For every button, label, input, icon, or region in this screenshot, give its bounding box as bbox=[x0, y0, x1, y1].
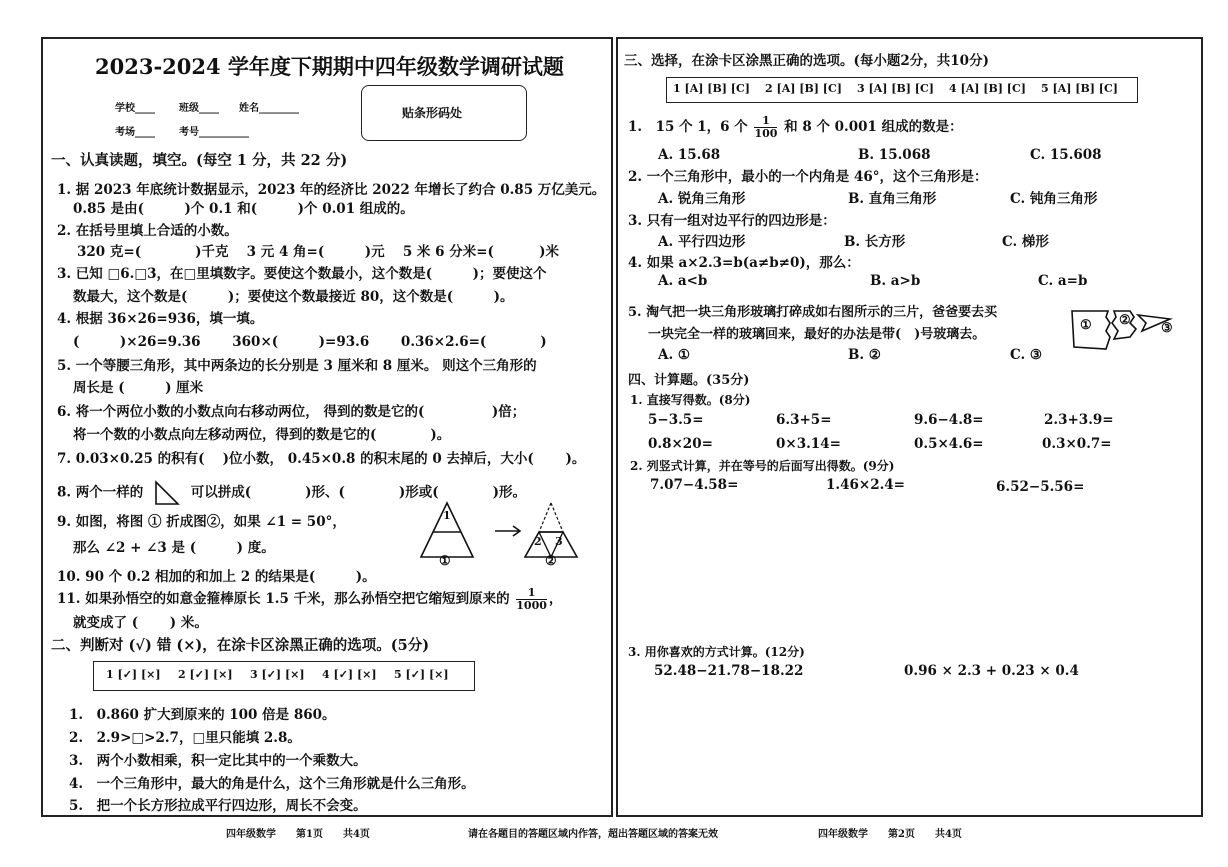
barcode-label: 贴条形码处 bbox=[402, 106, 463, 120]
q3-line2: 数最大，这个数是( )；要使这个数最接近 80，这个数是( )。 bbox=[73, 289, 514, 305]
q5-line2: 周长是 ( ) 厘米 bbox=[73, 380, 204, 396]
choice-card-1[interactable]: 1 [A] [B] [C] bbox=[673, 82, 750, 95]
calc-part-2-heading: 2. 列竖式计算，并在等号的后面写出得数。(9分) bbox=[630, 459, 895, 473]
choice-q5-option-c: C. ③ bbox=[1010, 347, 1043, 363]
q2-line2: 320 克=( )千克 3 元 4 角=( )元 5 米 6 分米=( )米 bbox=[77, 244, 560, 260]
q2-line1: 2. 在括号里填上合适的小数。 bbox=[57, 223, 238, 239]
choice-q1-suffix: 和 8 个 0.001 组成的数是： bbox=[784, 119, 963, 135]
q9-line2: 那么 ∠2 + ∠3 是 ( ) 度。 bbox=[73, 540, 275, 556]
footer-right: 四年级数学 第2页 共4页 bbox=[818, 829, 962, 840]
q10: 10. 90 个 0.2 相加的和加上 2 的结果是( )。 bbox=[57, 569, 376, 585]
right-triangle-icon bbox=[152, 480, 182, 506]
vertical-calc-1: 7.07−4.58= bbox=[650, 477, 739, 493]
judge-card-2[interactable]: 2 [✓] [×] bbox=[178, 668, 233, 681]
choice-q5-line2: 一块完全一样的玻璃回来，最好的办法是带( )号玻璃去。 bbox=[648, 327, 986, 342]
choice-q1-option-a: A. 15.68 bbox=[658, 147, 721, 163]
easy-calc-2: 0.96 × 2.3 + 0.23 × 0.4 bbox=[904, 663, 1079, 679]
choice-q1-prefix: 1. 15 个 1，6 个 bbox=[628, 119, 748, 135]
q8-suffix: 可以拼成( )形、( )形或( )形。 bbox=[190, 484, 527, 501]
vertical-calc-2: 1.46×2.4= bbox=[826, 477, 905, 493]
choice-q2-option-b: B. 直角三角形 bbox=[848, 191, 937, 207]
q11-denominator: 1000 bbox=[516, 599, 547, 612]
glass-piece-2: ② bbox=[1119, 313, 1131, 328]
choice-q3-option-a: A. 平行四边形 bbox=[658, 234, 746, 250]
judge-item-4: 4. 一个三角形中，最大的角是什么，这个三角形就是什么三角形。 bbox=[69, 776, 475, 792]
choice-q5-option-b: B. ② bbox=[848, 347, 881, 363]
exam-number-field: 考号__________ bbox=[179, 127, 249, 138]
fig-label-2: 2 bbox=[534, 535, 542, 548]
choice-q1-numerator: 1 bbox=[754, 115, 777, 128]
q3-line1: 3. 已知 □6.□3，在□里填数字。要使这个数最小，这个数是( )；要使这个 bbox=[57, 266, 547, 282]
q8-prefix: 8. 两个一样的 bbox=[57, 484, 144, 501]
q6-line1: 6. 将一个两位小数的小数点向右移动两位， 得到的数是它的( )倍； bbox=[57, 404, 526, 420]
easy-calc-1: 52.48−21.78−18.22 bbox=[654, 663, 804, 679]
school-field: 学校____ bbox=[115, 103, 155, 114]
oral-calc-7: 0.5×4.6= bbox=[914, 436, 984, 452]
glass-piece-1: ① bbox=[1080, 318, 1092, 333]
judge-card-3[interactable]: 3 [✓] [×] bbox=[250, 668, 305, 681]
choice-q1-fraction bbox=[754, 115, 777, 140]
q11-fraction bbox=[516, 587, 547, 612]
q1-line2: 0.85 是由( )个 0.1 和( )个 0.01 组成的。 bbox=[73, 201, 414, 217]
footer-left: 四年级数学 第1页 共4页 bbox=[226, 829, 370, 840]
section-4-heading: 四、计算题。(35分) bbox=[628, 373, 750, 388]
section-2-heading: 二、判断对 (√) 错 (×)，在涂卡区涂黑正确的选项。(5分) bbox=[51, 637, 430, 654]
section-3-heading: 三、选择，在涂卡区涂黑正确的选项。(每小题2分，共10分) bbox=[624, 53, 989, 69]
choice-q1-option-c: C. 15.608 bbox=[1030, 147, 1102, 163]
judge-item-1: 1. 0.860 扩大到原来的 100 倍是 860。 bbox=[69, 707, 336, 723]
fig-caption-1: ① bbox=[439, 554, 451, 569]
room-field: 考场____ bbox=[115, 127, 155, 138]
choice-q1 bbox=[628, 115, 963, 140]
fig-label-3: 3 bbox=[555, 535, 563, 548]
q11-line2: 就变成了 ( ) 米。 bbox=[73, 615, 208, 631]
choice-q4-option-c: C. a=b bbox=[1038, 273, 1088, 289]
oral-calc-3: 9.6−4.8= bbox=[914, 412, 984, 428]
right-page bbox=[616, 37, 1203, 817]
choice-card-5[interactable]: 5 [A] [B] [C] bbox=[1041, 82, 1118, 95]
oral-calc-2: 6.3+5= bbox=[776, 412, 832, 428]
choice-card-3[interactable]: 3 [A] [B] [C] bbox=[857, 82, 934, 95]
choice-card-4[interactable]: 4 [A] [B] [C] bbox=[949, 82, 1026, 95]
calc-part-1-heading: 1. 直接写得数。(8分) bbox=[630, 393, 751, 407]
judge-item-3: 3. 两个小数相乘，积一定比其中的一个乘数大。 bbox=[69, 753, 367, 769]
q6-line2: 将一个数的小数点向左移动两位，得到的数是它的( )。 bbox=[73, 427, 451, 443]
choice-card-2[interactable]: 2 [A] [B] [C] bbox=[765, 82, 842, 95]
choice-answer-card bbox=[666, 77, 1138, 103]
fig-label-1: 1 bbox=[443, 509, 451, 522]
left-page bbox=[41, 37, 613, 817]
calc-part-3-heading: 3. 用你喜欢的方式计算。(12分) bbox=[628, 645, 805, 659]
section-1-heading: 一、认真读题，填空。(每空 1 分，共 22 分) bbox=[51, 152, 348, 169]
oral-calc-4: 2.3+3.9= bbox=[1044, 412, 1114, 428]
choice-q5-option-a: A. ① bbox=[658, 347, 690, 363]
q4-line1: 4. 根据 36×26=936，填一填。 bbox=[57, 311, 264, 327]
q5-line1: 5. 一个等腰三角形，其中两条边的长分别是 3 厘米和 8 厘米。 则这个三角形的 bbox=[57, 358, 537, 374]
footer-notice: 请在各题目的答题区域内作答，超出答题区域的答案无效 bbox=[468, 829, 718, 840]
judge-card-1[interactable]: 1 [✓] [×] bbox=[106, 668, 161, 681]
choice-q4-option-b: B. a>b bbox=[870, 273, 921, 289]
oral-calc-6: 0×3.14= bbox=[776, 436, 841, 452]
judge-item-5: 5. 把一个长方形拉成平行四边形，周长不会变。 bbox=[69, 798, 367, 814]
class-field: 班级____ bbox=[179, 103, 219, 114]
judge-item-2: 2. 2.9>□>2.7，□里只能填 2.8。 bbox=[69, 730, 301, 746]
choice-q5-line1: 5. 淘气把一块三角形玻璃打碎成如右图所示的三片，爸爸要去买 bbox=[628, 305, 998, 320]
choice-q1-denominator: 100 bbox=[754, 127, 778, 140]
q4-line2: ( )×26=9.36 360×( )=93.6 0.36×2.6=( ) bbox=[73, 334, 547, 350]
judge-card-4[interactable]: 4 [✓] [×] bbox=[322, 668, 377, 681]
q11-text: 11. 如果孙悟空的如意金箍棒原长 1.5 千米，那么孙悟空把它缩短到原来的 bbox=[57, 591, 510, 607]
choice-q4: 4. 如果 a×2.3=b(a≠b≠0)，那么： bbox=[628, 255, 860, 271]
exam-title: 2023-2024 学年度下期期中四年级数学调研试题 bbox=[95, 54, 564, 79]
choice-q1-option-b: B. 15.068 bbox=[858, 147, 931, 163]
choice-q3-option-c: C. 梯形 bbox=[1002, 234, 1049, 250]
q9-line1: 9. 如图，将图 ① 折成图②，如果 ∠1 = 50°， bbox=[57, 514, 346, 530]
name-field: 姓名________ bbox=[239, 103, 299, 114]
judge-card-5[interactable]: 5 [✓] [×] bbox=[394, 668, 449, 681]
oral-calc-5: 0.8×20= bbox=[648, 436, 713, 452]
q1-line1: 1. 据 2023 年底统计数据显示，2023 年的经济比 2022 年增长了约合 0.85 万亿美元。 bbox=[57, 182, 606, 198]
glass-piece-3: ③ bbox=[1161, 321, 1173, 336]
barcode-area bbox=[361, 85, 527, 141]
fig-caption-2: ② bbox=[545, 554, 557, 569]
vertical-calc-3: 6.52−5.56= bbox=[996, 479, 1085, 495]
choice-q2-option-c: C. 钝角三角形 bbox=[1010, 191, 1098, 207]
oral-calc-1: 5−3.5= bbox=[648, 412, 704, 428]
q11-line1: 11. 如果孙悟空的如意金箍棒原长 1.5 千米，那么孙悟空把它缩短到原来的 $\frac{1}{1000}$ ， bbox=[57, 586, 563, 612]
choice-q2: 2. 一个三角形中，最小的一个内角是 46°，这个三角形是： bbox=[628, 169, 988, 185]
choice-q3: 3. 只有一组对边平行的四边形是： bbox=[628, 213, 836, 229]
choice-q3-option-b: B. 长方形 bbox=[844, 234, 906, 250]
choice-q2-option-a: A. 锐角三角形 bbox=[658, 191, 746, 207]
q11-numerator: 1 bbox=[516, 587, 547, 600]
judge-answer-card bbox=[93, 661, 475, 691]
q7: 7. 0.03×0.25 的积有( )位小数， 0.45×0.8 的积末尾的 0 去掉后，大小( )。 bbox=[57, 451, 586, 467]
choice-q4-option-a: A. a<b bbox=[658, 273, 708, 289]
oral-calc-8: 0.3×0.7= bbox=[1042, 436, 1112, 452]
